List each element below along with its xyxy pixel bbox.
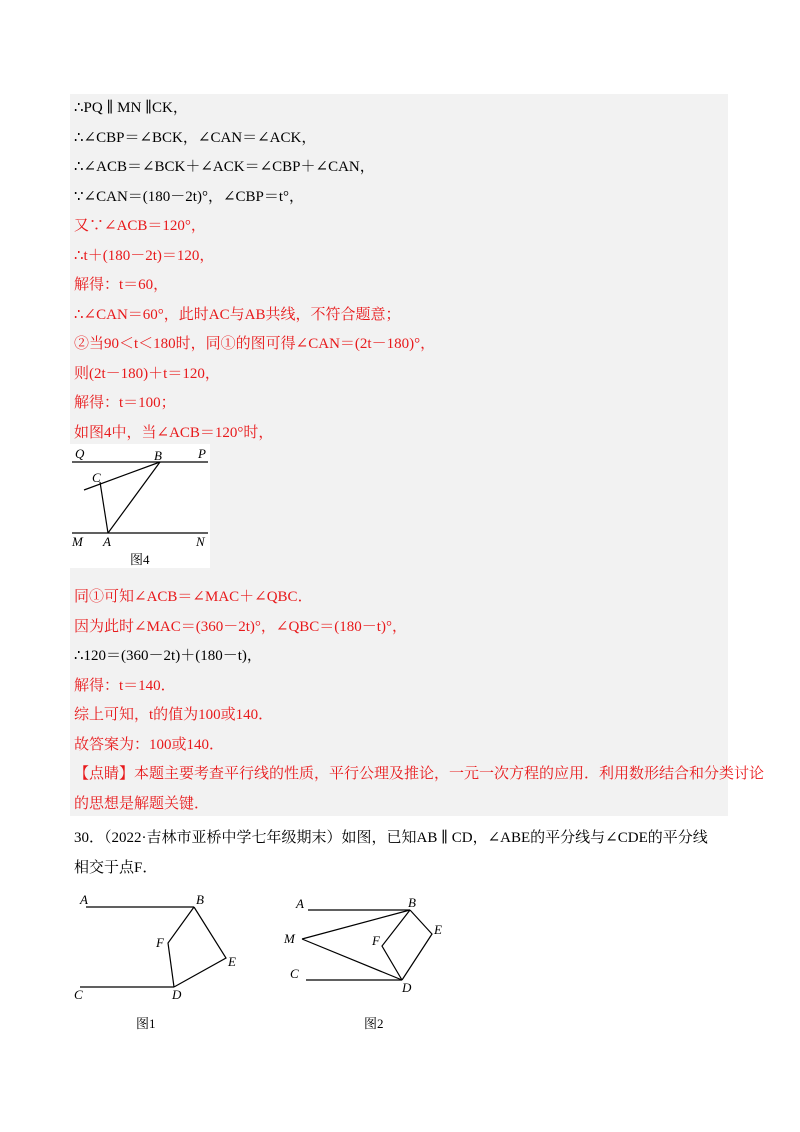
figure-2 — [280, 888, 470, 1038]
label-A: A — [103, 534, 111, 549]
fig1-label-B: B — [196, 892, 204, 907]
fig2-label-B: B — [408, 895, 416, 910]
fig2-label-M: M — [284, 931, 295, 946]
figure-4-caption: 图4 — [130, 552, 150, 567]
label-P: P — [198, 446, 206, 461]
solution-line: ∴t＋(180－2t)＝120， — [74, 247, 215, 264]
fig2-label-A: A — [296, 896, 304, 911]
fig1-label-D: D — [172, 987, 182, 1002]
solution-line: 解得：t＝60， — [74, 277, 169, 293]
label-Q: Q — [75, 446, 85, 461]
solution-line: 因为此时∠MAC＝(360－2t)°，∠QBC＝(180－t)°， — [74, 618, 407, 635]
label-B: B — [154, 448, 162, 463]
question-30-line2: 相交于点F． — [74, 860, 158, 876]
solution-line: ∴∠CAN＝60°，此时AC与AB共线，不符合题意； — [74, 306, 401, 323]
solution-line: 如图4中，当∠ACB＝120°时， — [74, 424, 274, 441]
label-M: M — [72, 534, 83, 549]
solution-line: ∴120＝(360－2t)＋(180－t)， — [74, 648, 262, 664]
fig2-label-E: E — [434, 922, 442, 937]
solution-line: 综上可知，t的值为100或140． — [74, 707, 274, 723]
solution-line: 故答案为：100或140． — [74, 736, 225, 753]
fig1-label-A: A — [80, 892, 88, 907]
solution-line: ∴∠ACB＝∠BCK＋∠ACK＝∠CBP＋∠CAN， — [74, 159, 375, 175]
solution-line: 又∵∠ACB＝120°， — [74, 218, 206, 234]
figure-2-caption: 图2 — [364, 1016, 384, 1031]
fig2-label-D: D — [402, 980, 412, 995]
figure-4 — [70, 444, 210, 568]
solution-line: 解得：t＝100； — [74, 395, 176, 411]
solution-line: ∵∠CAN＝(180－2t)°，∠CBP＝t°， — [74, 188, 305, 205]
fig2-label-F: F — [372, 933, 380, 948]
solution-line: 【点睛】本题主要考查平行线的性质，平行公理及推论，一元一次方程的应用．利用数形结合和分类讨论 — [74, 766, 765, 782]
fig1-label-C: C — [74, 987, 83, 1002]
figure-1 — [70, 888, 250, 1038]
fig2-label-C: C — [290, 966, 299, 981]
fig1-label-E: E — [228, 954, 236, 969]
fig1-label-F: F — [156, 935, 164, 950]
label-C: C — [92, 470, 101, 485]
solution-line: ∴PQ ∥ MN ∥CK， — [74, 100, 188, 116]
solution-line: 同①可知∠ACB＝∠MAC＋∠QBC． — [74, 589, 313, 605]
figure-1-caption: 图1 — [136, 1016, 156, 1031]
solution-line: 解得：t＝140． — [74, 677, 176, 694]
question-30-line1: 30．（2022·吉林市亚桥中学七年级期末）如图，已知AB ∥ CD，∠ABE的平分线与∠CDE的平分线 — [74, 830, 708, 846]
label-N: N — [196, 534, 205, 549]
solution-line: 则(2t－180)＋t＝120， — [74, 365, 220, 382]
solution-line: ②当90＜t＜180时，同①的图可得∠CAN＝(2t－180)°， — [74, 336, 436, 352]
solution-line: 的思想是解题关键． — [74, 795, 210, 812]
solution-line: ∴∠CBP＝∠BCK，∠CAN＝∠ACK， — [74, 129, 317, 146]
